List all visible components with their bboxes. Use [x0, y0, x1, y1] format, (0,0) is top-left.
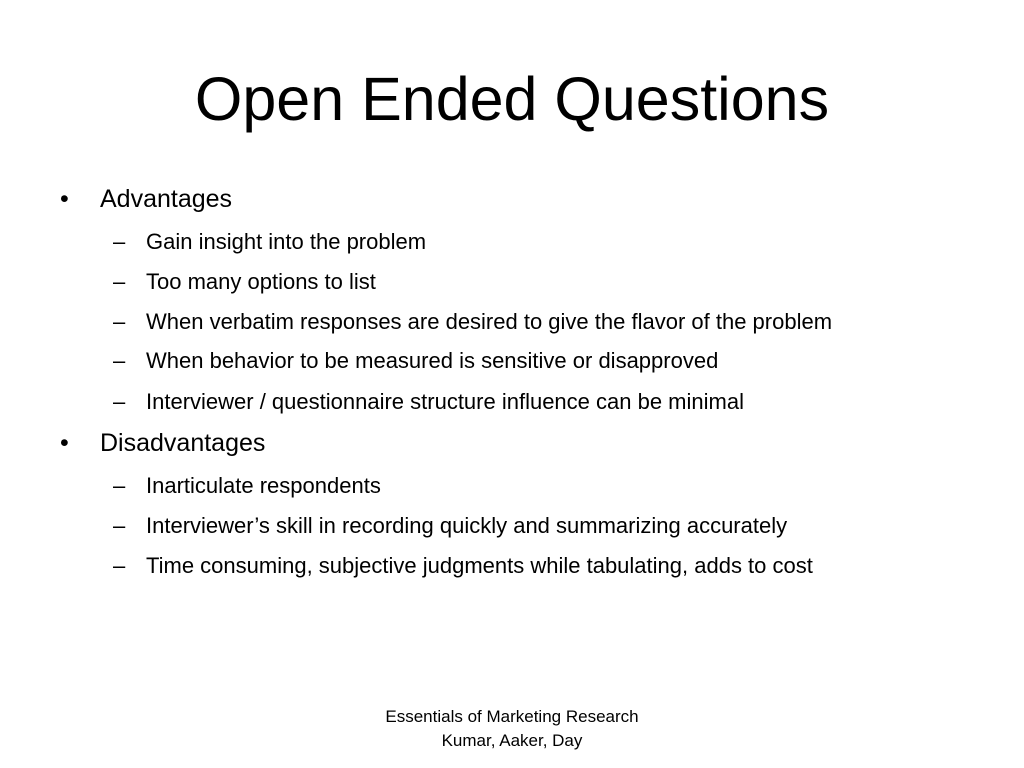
sub-bullet-text: When behavior to be measured is sensitive or disapproved — [146, 348, 719, 373]
sub-bullet-text: Inarticulate respondents — [146, 473, 381, 498]
sub-bullet-text: Time consuming, subjective judgments while tabulating, adds to cost — [146, 553, 813, 578]
sub-bullet-text: Interviewer’s skill in recording quickly and summarizing accurately — [146, 513, 788, 538]
sub-bullet-marker: – — [113, 389, 126, 414]
footer-authors: Kumar, Aaker, Day — [441, 731, 583, 750]
sub-bullet-marker: – — [113, 348, 126, 373]
sub-bullet-text: Interviewer / questionnaire structure influence can be minimal — [146, 389, 744, 414]
sub-bullet-text: When verbatim responses are desired to give the flavor of the problem — [146, 309, 833, 334]
sub-bullet-marker: – — [113, 513, 126, 538]
sub-bullet-marker: – — [113, 473, 126, 498]
sub-bullet-text: Too many options to list — [146, 269, 376, 294]
sub-bullet-marker: – — [113, 269, 126, 294]
bullet-heading: Disadvantages — [100, 429, 266, 457]
slide-footer — [312, 705, 712, 753]
sub-bullet-text: Gain insight into the problem — [146, 229, 427, 254]
bullet-marker: • — [60, 185, 69, 213]
sub-bullet-marker: – — [113, 229, 126, 254]
slide-title: Open Ended Questions — [194, 65, 830, 133]
footer-book-title: Essentials of Marketing Research — [385, 707, 639, 726]
bullet-marker: • — [60, 429, 69, 457]
sub-bullet-marker: – — [113, 553, 126, 578]
bullet-heading: Advantages — [100, 185, 233, 213]
sub-bullet-marker: – — [113, 309, 126, 334]
